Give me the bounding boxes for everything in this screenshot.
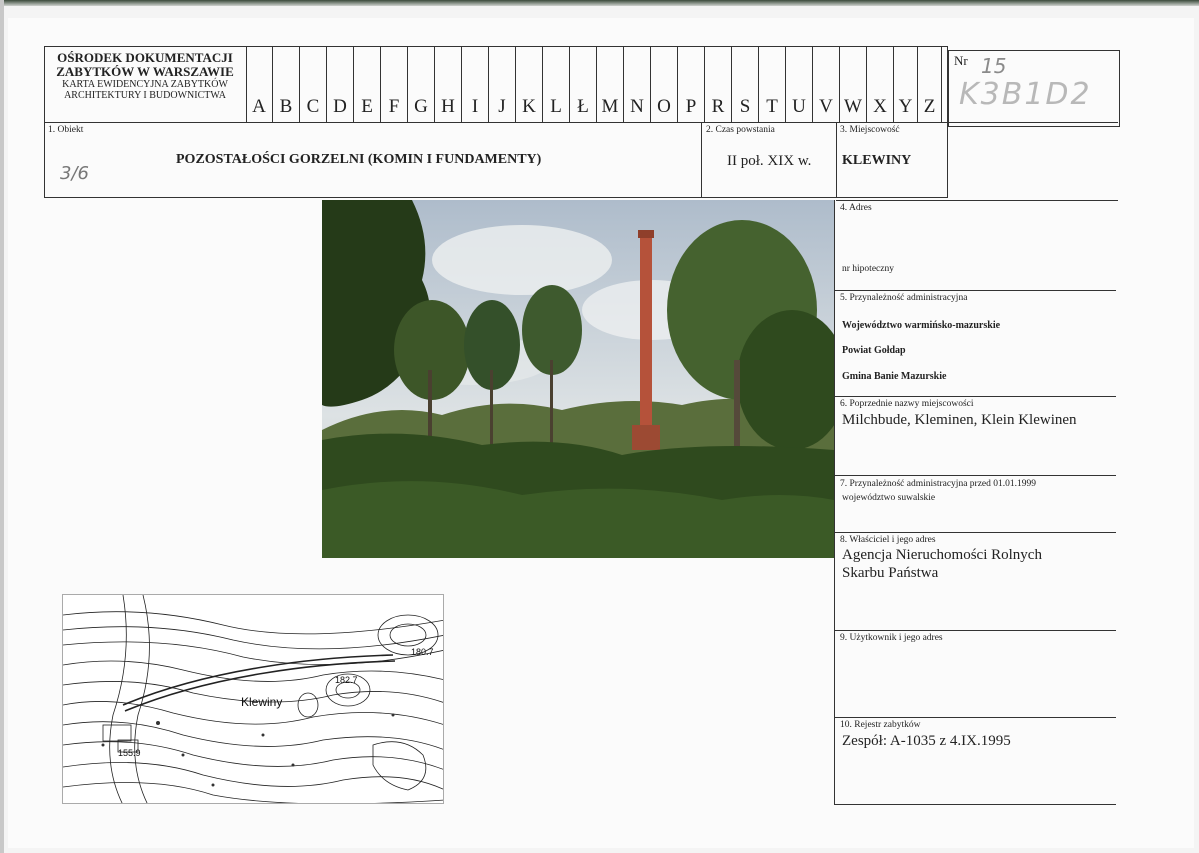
- letter-index-e: E: [354, 46, 381, 122]
- photo-chimney: [322, 200, 834, 558]
- letter-index-x: X: [867, 46, 894, 122]
- letter-index-b: B: [273, 46, 300, 122]
- letter-index-h: H: [435, 46, 462, 122]
- topographic-map: [62, 594, 444, 804]
- number-box: [948, 50, 1120, 127]
- letter-index-row: [246, 46, 942, 122]
- institution-line2: ZABYTKÓW W WARSZAWIE: [56, 64, 234, 79]
- poprzednie-value: Milchbude, Kleminen, Klein Klewinen: [842, 412, 1077, 428]
- letter-index-d: D: [327, 46, 354, 122]
- czas-value: II poł. XIX w.: [727, 153, 812, 169]
- map-elevation-3: 155.9: [118, 748, 141, 758]
- bottom-line: [834, 804, 1116, 805]
- map-elevation-1: 180.7: [411, 647, 434, 657]
- institution-line4: ARCHITEKTURY I BUDOWNICTWA: [64, 90, 226, 101]
- scan-edge-top: [0, 0, 1199, 6]
- uzytkownik-label: 9. Użytkownik i jego adres: [840, 633, 943, 643]
- rejestr-label: 10. Rejestr zabytków: [840, 720, 921, 730]
- letter-index-z: Z: [918, 46, 942, 122]
- letter-index-f: F: [381, 46, 408, 122]
- wlasciciel-line2: Skarbu Państwa: [842, 565, 939, 581]
- letter-index-j: J: [489, 46, 516, 122]
- line-after-przynaleznosc: [834, 396, 1116, 397]
- letter-index-g: G: [408, 46, 435, 122]
- letter-index-i: I: [462, 46, 489, 122]
- miejscowosc-top-line: [836, 122, 1118, 123]
- letter-index-v: V: [813, 46, 840, 122]
- obiekt-value: POZOSTAŁOŚCI GORZELNI (KOMIN I FUNDAMENTY): [176, 152, 542, 167]
- miejscowosc-bottom-line: [836, 200, 1118, 201]
- institution-line1: OŚRODEK DOKUMENTACJI: [57, 50, 233, 65]
- institution-line3: KARTA EWIDENCYJNA ZABYTKÓW: [62, 79, 228, 90]
- przed1999-value: województwo suwalskie: [842, 493, 936, 503]
- line-after-adres: [834, 290, 1116, 291]
- letter-index-w: W: [840, 46, 867, 122]
- map-place-name: Klewiny: [241, 695, 283, 709]
- letter-index-n: N: [624, 46, 651, 122]
- line-after-przed1999: [834, 532, 1116, 533]
- nr-label: Nr: [954, 53, 968, 68]
- scan-edge-left: [0, 0, 4, 853]
- letter-index-l: L: [543, 46, 570, 122]
- czas-label: 2. Czas powstania: [706, 125, 775, 135]
- gmina-value: Gmina Banie Mazurskie: [842, 371, 947, 382]
- przed1999-label: 7. Przynależność administracyjna przed 01.01.1999: [840, 479, 1037, 489]
- map-elevation-2: 182.7: [335, 675, 358, 685]
- divider-miejscowosc: [836, 122, 837, 198]
- adres-label: 4. Adres: [840, 203, 872, 213]
- letter-index-k: K: [516, 46, 543, 122]
- header-divider: [44, 122, 948, 123]
- wlasciciel-line1: Agencja Nieruchomości Rolnych: [842, 547, 1042, 563]
- letter-index-u: U: [786, 46, 813, 122]
- letter-index-y: Y: [894, 46, 918, 122]
- wojewodztwo-value: Województwo warmińsko-mazurskie: [842, 320, 1001, 331]
- letter-index-o: O: [651, 46, 678, 122]
- miejscowosc-value: KLEWINY: [842, 153, 912, 168]
- line-after-wlasciciel: [834, 630, 1116, 631]
- poprzednie-label: 6. Poprzednie nazwy miejscowości: [840, 399, 974, 409]
- institution-block: [44, 46, 247, 122]
- nr-code: K3B1D2: [959, 77, 1092, 112]
- miejscowosc-label: 3. Miejscowość: [840, 125, 900, 135]
- letter-index-t: T: [759, 46, 786, 122]
- letter-index-s: S: [732, 46, 759, 122]
- letter-index-ł: Ł: [570, 46, 597, 122]
- rejestr-value: Zespół: A-1035 z 4.IX.1995: [842, 733, 1011, 749]
- letter-index-p: P: [678, 46, 705, 122]
- powiat-value: Powiat Gołdap: [842, 345, 906, 356]
- hipoteczny-label: nr hipoteczny: [842, 264, 894, 274]
- wlasciciel-label: 8. Właściciel i jego adres: [840, 535, 936, 545]
- letter-index-a: A: [246, 46, 273, 122]
- photo-illustration: [322, 200, 834, 558]
- letter-index-c: C: [300, 46, 327, 122]
- obiekt-handwritten-number: 3/6: [60, 163, 89, 184]
- line-after-poprzednie: [834, 475, 1116, 476]
- obiekt-label: 1. Obiekt: [48, 125, 84, 135]
- przynaleznosc-label: 5. Przynależność administracyjna: [840, 293, 968, 303]
- divider-czas: [701, 122, 702, 198]
- letter-index-r: R: [705, 46, 732, 122]
- nr-value: 15: [981, 54, 1007, 78]
- line-after-uzytkownik: [834, 717, 1116, 718]
- letter-index-m: M: [597, 46, 624, 122]
